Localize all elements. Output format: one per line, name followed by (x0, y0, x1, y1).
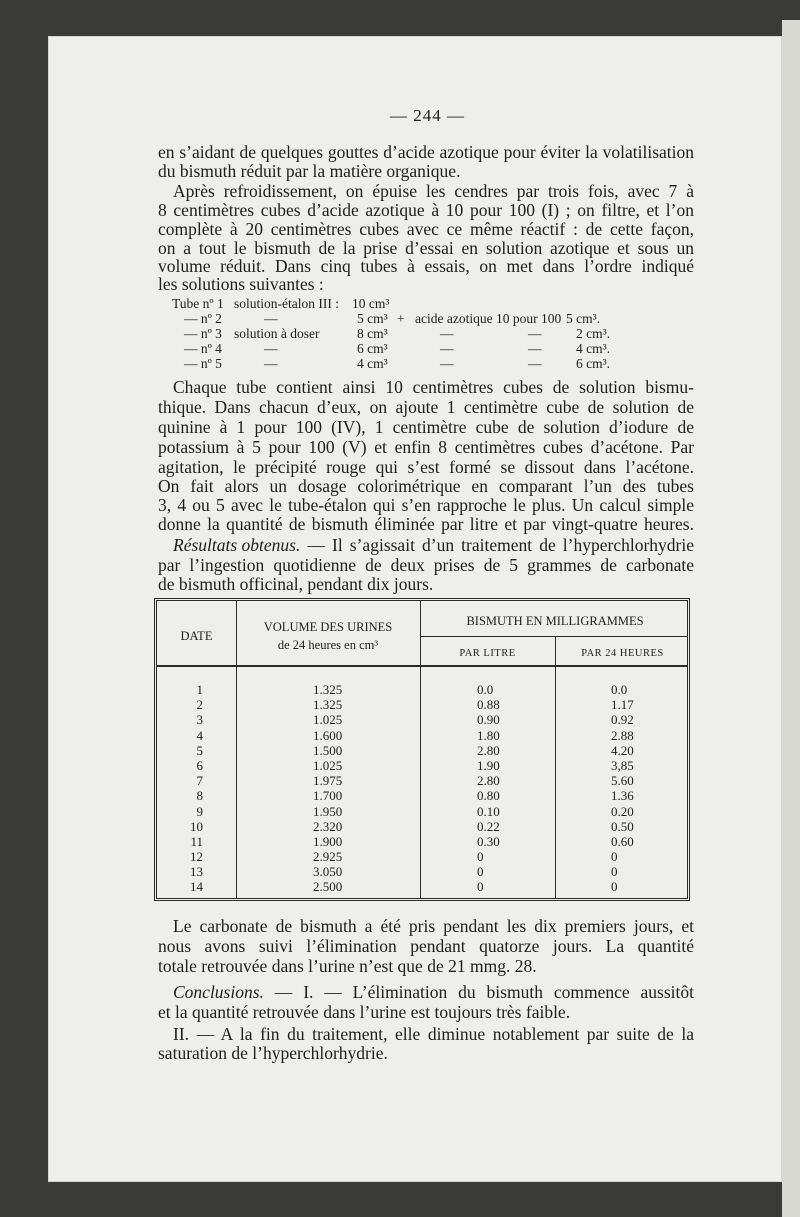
ditto-dash: — (440, 341, 454, 356)
text-line: nous avons suivi l’élimination pendant quatorze jours. La quantité (158, 936, 694, 956)
text-line: donne la quantité de bismuth éliminée par litre et par vingt-quatre heures. (158, 514, 694, 534)
table-cell-par-24-heures: 0.92 (611, 712, 634, 728)
table-cell-par-24-heures: 0.20 (611, 803, 634, 819)
table-cell-par-24-heures: 5.60 (611, 773, 634, 789)
next-page-edge (782, 20, 800, 1217)
conclusions-line (173, 982, 694, 1003)
tube-acid-amount: 6 cm³. (576, 356, 611, 371)
table-cell-par-litre: 0 (477, 849, 484, 865)
table-cell-date: 4 (196, 727, 203, 743)
ditto-dash: — (440, 326, 454, 341)
tube-solution: — (264, 356, 278, 371)
tube-label: — nº 2 (184, 311, 222, 326)
table-cell-par-24-heures: 0 (611, 879, 618, 895)
text-line: Chaque tube contient ainsi 10 centimètres cubes de solution bismu- (173, 377, 694, 397)
column-divider (555, 637, 556, 898)
table-cell-par-24-heures: 2.88 (611, 727, 634, 743)
table-cell-par-24-heures: 1.17 (611, 697, 634, 713)
table-cell-date: 5 (196, 742, 203, 758)
tube-amount: 8 cm³ (357, 326, 388, 341)
page-number: — 244 — (390, 106, 465, 125)
table-cell-par-litre: 1.90 (477, 757, 500, 773)
date-column (187, 682, 203, 895)
par-24-heures-column (611, 682, 634, 895)
table-cell-par-litre: 0.90 (477, 712, 500, 728)
table-cell-volume: 1.025 (313, 712, 343, 728)
table-cell-par-24-heures: 1.36 (611, 788, 634, 804)
tube-amount: 6 cm³ (357, 341, 388, 356)
table-cell-date: 9 (196, 803, 203, 819)
text-line: Après refroidissement, on épuise les cendres par trois fois, avec 7 à (173, 181, 694, 201)
tube-label: — nº 4 (184, 341, 222, 356)
results-heading: Résultats obtenus. (173, 535, 301, 555)
text-line: agitation, le précipité rouge qui s’est formé se dissout dans l’acétone. (158, 457, 694, 477)
table-cell-par-24-heures: 0 (611, 849, 618, 865)
table-cell-volume: 1.950 (313, 803, 343, 819)
text-line: 8 centimètres cubes d’acide azotique à 10 pour 100 (I) ; on filtre, et l’on (158, 200, 694, 220)
text-line: on a tout le bismuth de la prise d’essai en solution azotique et sous un (158, 238, 694, 258)
ditto-dash: — (440, 356, 454, 371)
table-cell-par-litre: 0.88 (477, 697, 500, 713)
table-cell-date: 3 (196, 712, 203, 728)
tube-label: Tube nº 1 (172, 296, 224, 311)
header-rule (157, 665, 687, 667)
text-line: par l’ingestion quotidienne de deux prises de 5 grammes de carbonate (158, 555, 694, 575)
table-cell-volume: 2.320 (313, 818, 343, 834)
tube-solution: — (264, 341, 278, 356)
header-bismuth: BISMUTH EN MILLIGRAMMES (466, 614, 644, 628)
header-date: DATE (180, 629, 213, 643)
table-cell-date: 7 (196, 773, 203, 789)
table-cell-volume: 1.975 (313, 773, 343, 789)
par-litre-column (477, 682, 500, 895)
table-cell-date: 1 (196, 682, 203, 697)
ditto-dash: — (528, 341, 542, 356)
column-divider (420, 601, 421, 898)
table-cell-date: 12 (190, 849, 203, 865)
header-rule (420, 636, 687, 637)
table-cell-par-litre: 0.10 (477, 803, 500, 819)
tube-solution: — (264, 311, 278, 326)
text-line: II. — A la fin du traitement, elle diminue notablement par suite de la (173, 1024, 694, 1044)
tube-acid-amount: 5 cm³. (566, 311, 601, 326)
tube-label: — nº 3 (184, 326, 222, 341)
table-cell-date: 13 (190, 864, 203, 880)
table-cell-volume: 1.025 (313, 757, 343, 773)
text-line: du bismuth réduit par la matière organique. (158, 161, 461, 181)
table-cell-par-24-heures: 3,85 (611, 757, 634, 773)
text-line: en s’aidant de quelques gouttes d’acide azotique pour éviter la volatilisation (158, 142, 694, 162)
text-line: saturation de l’hyperchlorhydrie. (158, 1043, 388, 1063)
table-cell-par-litre: 0.0 (477, 682, 494, 697)
table-cell-date: 6 (196, 757, 203, 773)
table-cell-par-24-heures: 0.50 (611, 818, 634, 834)
text-line: — Il s’agissait d’un traitement de l’hyperchlorhydrie (300, 535, 694, 555)
header-volume: VOLUME DES URINES (263, 620, 393, 634)
text-line: quinine à 1 pour 100 (IV), 1 centimètre cube de solution d’iodure de (158, 417, 694, 437)
table-cell-par-litre: 0.22 (477, 818, 500, 834)
text-line: de bismuth officinal, pendant dix jours. (158, 574, 434, 594)
text-line: Le carbonate de bismuth a été pris pendant les dix premiers jours, et (173, 916, 694, 936)
text-line: volume réduit. Dans cinq tubes à essais, on met dans l’ordre indiqué (158, 256, 694, 276)
table-cell-date: 14 (190, 879, 203, 895)
table-cell-par-24-heures: 0.0 (611, 682, 628, 697)
text-line: thique. Dans chacun d’eux, on ajoute 1 centimètre cube de solution de (158, 397, 694, 417)
table-cell-par-litre: 2.80 (477, 742, 500, 758)
text-line: et la quantité retrouvée dans l’urine est toujours très faible. (158, 1002, 571, 1022)
text-line: les solutions suivantes : (158, 274, 324, 294)
text-line: totale retrouvée dans l’urine n’est que de 21 mmg. 28. (158, 956, 537, 976)
text-line: potassium à 5 pour 100 (V) et enfin 8 centimètres cubes d’acétone. Par (158, 437, 694, 457)
tube-amount: 5 cm³ (357, 311, 388, 326)
tube-solution: solution-étalon III : (234, 296, 339, 311)
table-cell-date: 10 (190, 818, 203, 834)
text-line: — I. — L’élimination du bismuth commence aussitôt (263, 982, 694, 1002)
table-cell-volume: 2.925 (313, 849, 343, 865)
table-cell-volume: 2.500 (313, 879, 343, 895)
table-cell-par-litre: 0.30 (477, 833, 500, 849)
table-cell-volume: 1.900 (313, 833, 343, 849)
tube-solution: solution à doser (234, 326, 320, 341)
results-line (173, 535, 694, 556)
conclusions-heading: Conclusions. (173, 982, 264, 1002)
header-volume-unit: de 24 heures en cm³ (277, 638, 379, 652)
table-cell-par-litre: 0 (477, 879, 484, 895)
text-line: 3, 4 ou 5 avec le tube-étalon qui s’en rapproche le plus. Un calcul simple (158, 495, 694, 515)
bismuth-table (154, 598, 690, 901)
table-cell-par-24-heures: 0 (611, 864, 618, 880)
header-par-litre: PAR LITRE (459, 648, 516, 659)
tube-label: — nº 5 (184, 356, 222, 371)
table-cell-par-litre: 0 (477, 864, 484, 880)
table-cell-volume: 1.500 (313, 742, 343, 758)
table-cell-par-litre: 0.80 (477, 788, 500, 804)
volume-column (313, 682, 342, 895)
tube-acid-amount: 4 cm³. (576, 341, 611, 356)
table-cell-date: 8 (196, 788, 203, 804)
text-line: complète à 20 centimètres cubes avec ce même réactif : de cette façon, (158, 219, 694, 239)
tube-amount: 4 cm³ (357, 356, 388, 371)
ditto-dash: — (528, 326, 542, 341)
table-cell-volume: 1.325 (313, 682, 343, 697)
table-cell-volume: 1.700 (313, 788, 343, 804)
table-cell-date: 11 (190, 833, 203, 849)
table-cell-par-24-heures: 0.60 (611, 833, 634, 849)
table-cell-par-litre: 1.80 (477, 727, 500, 743)
tube-acid-amount: 2 cm³. (576, 326, 611, 341)
plus-sign: + (397, 311, 405, 326)
table-cell-date: 2 (196, 697, 203, 713)
table-cell-volume: 1.325 (313, 697, 343, 713)
header-par-24-heures: PAR 24 HEURES (581, 648, 664, 659)
table-cell-volume: 1.600 (313, 727, 343, 743)
text-line: On fait alors un dosage colorimétrique en comparant l’un des tubes (158, 476, 694, 496)
table-cell-par-litre: 2.80 (477, 773, 500, 789)
table-cell-par-24-heures: 4.20 (611, 742, 634, 758)
table-cell-volume: 3.050 (313, 864, 343, 880)
ditto-dash: — (528, 356, 542, 371)
tube-amount: 10 cm³ (352, 296, 390, 311)
tube-acid: acide azotique 10 pour 100 (415, 311, 562, 326)
